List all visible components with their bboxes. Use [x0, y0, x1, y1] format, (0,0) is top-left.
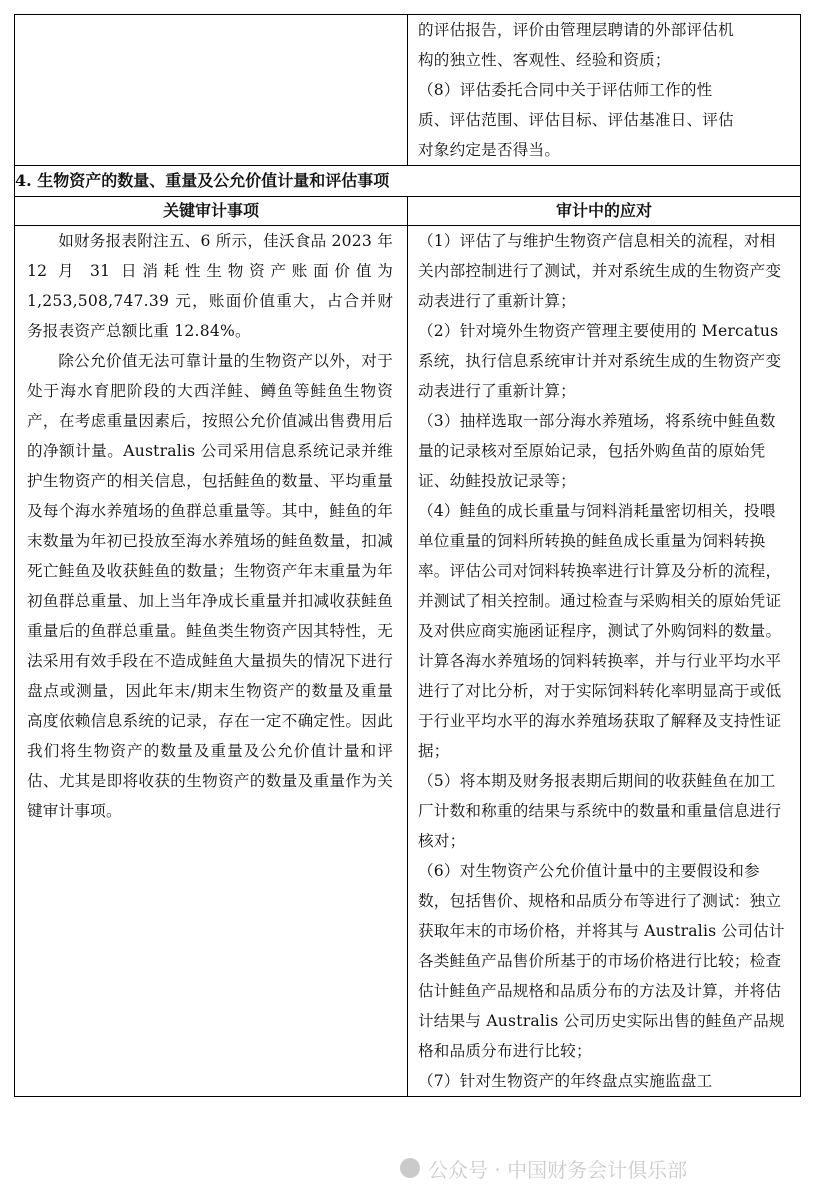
response-item: （7）针对生物资产的年终盘点实施监盘工 — [418, 1072, 713, 1090]
continued-line: 质、评估范围、评估目标、评估基准日、评估 — [418, 111, 734, 129]
left-paragraph: 如财务报表附注五、6 所示，佳沃食品 2023 年 12 月 31 日消耗性生物资产账面价值为 1,253,508,747.39 元，账面价值重大，占合并财务报表资产总额比重 12.84%。 — [27, 232, 393, 340]
response-item: （2）针对境外生物资产管理主要使用的 Mercatus 系统，执行信息系统审计并对系统生成的生物资产变动表进行了重新计算； — [418, 322, 782, 400]
column-header-row — [15, 197, 801, 226]
left-paragraph: 除公允价值无法可靠计量的生物资产以外，对于处于海水育肥阶段的大西洋鲑、鳟鱼等鲑鱼生物资产，在考虑重量因素后，按照公允价值减出售费用后的净额计量。Australis 公司采用信息系统记录并维护生物资产的相关信息，包括鲑鱼的数量、平均重量及每个海水养殖场的鱼群总重量等。其中，鲑鱼的年末数量为年初已投放至海水养殖场的鲑鱼数量，扣减死亡鲑鱼及收获鲑鱼的数量；生物资产年末重量为年初鱼群总重量、加上当年净成长重量并扣减收获鲑鱼重量后的鱼群总重量。鲑鱼类生物资产因其特性，无法采用有效手段在不造成鲑鱼大量损失的情况下进行盘点或测量，因此年末/期末生物资产的数量及重量高度依赖信息系统的记录，存在一定不确定性。因此我们将生物资产的数量及重量及公允价值计量和评估、尤其是即将收获的生物资产的数量及重量作为关键审计事项。 — [27, 352, 393, 820]
audit-matters-table — [14, 14, 801, 1097]
continued-line: 的评估报告，评价由管理层聘请的外部评估机 — [418, 21, 734, 39]
watermark — [400, 1148, 800, 1188]
response-item: （3）抽样选取一部分海水养殖场，将系统中鲑鱼数量的记录核对至原始记录，包括外购鱼苗的原始凭证、幼鲑投放记录等； — [418, 412, 776, 490]
header-key-audit-matter: 关键审计事项 — [15, 197, 408, 226]
continued-line: 对象约定是否得当。 — [418, 141, 561, 159]
continued-left-cell — [15, 15, 408, 166]
watermark-text: 公众号 · 中国财务会计俱乐部 — [428, 1157, 688, 1182]
key-audit-matter-cell — [15, 226, 408, 1097]
audit-response-cell — [408, 226, 801, 1097]
section-title: 4. 生物资产的数量、重量及公允价值计量和评估事项 — [15, 166, 801, 197]
continued-right-cell — [408, 15, 801, 166]
continued-right-text — [408, 15, 800, 165]
continued-row — [15, 15, 801, 166]
response-item: （1）评估了与维护生物资产信息相关的流程，对相关内部控制进行了测试，并对系统生成的生物资产变动表进行了重新计算； — [418, 232, 782, 310]
wechat-icon — [400, 1158, 420, 1178]
response-item: （5）将本期及财务报表期后期间的收获鲑鱼在加工厂计数和称重的结果与系统中的数量和重量信息进行核对； — [418, 772, 782, 850]
response-item: （4）鲑鱼的成长重量与饲料消耗量密切相关，投喂单位重量的饲料所转换的鲑鱼成长重量为饲料转换率。评估公司对饲料转换率进行计算及分析的流程，并测试了相关控制。通过检查与采购相关的原始凭证及对供应商实施函证程序，测试了外购饲料的数量。计算各海水养殖场的饲料转换率，并与行业平均水平进行了对比分析，对于实际饲料转化率明显高于或低于行业平均水平的海水养殖场获取了解释及支持性证据； — [418, 502, 782, 760]
continued-line: （8）评估委托合同中关于评估师工作的性 — [418, 81, 713, 99]
audit-response-list — [408, 226, 800, 1096]
continued-line: 构的独立性、客观性、经验和资质； — [418, 51, 671, 69]
key-audit-matter-text — [15, 226, 407, 826]
content-row — [15, 226, 801, 1097]
header-audit-response: 审计中的应对 — [408, 197, 801, 226]
response-item: （6）对生物资产公允价值计量中的主要假设和参数，包括售价、规格和品质分布等进行了测试：独立获取年末的市场价格，并将其与 Australis 公司估计各类鲑鱼产品售价所基于的市场价格进行比较；检查估计鲑鱼产品规格和品质分布的方法及计算，并将估计结果与 Australis 公司历史实际出售的鲑鱼产品规格和品质分布进行比较； — [418, 862, 785, 1060]
section-row — [15, 166, 801, 197]
